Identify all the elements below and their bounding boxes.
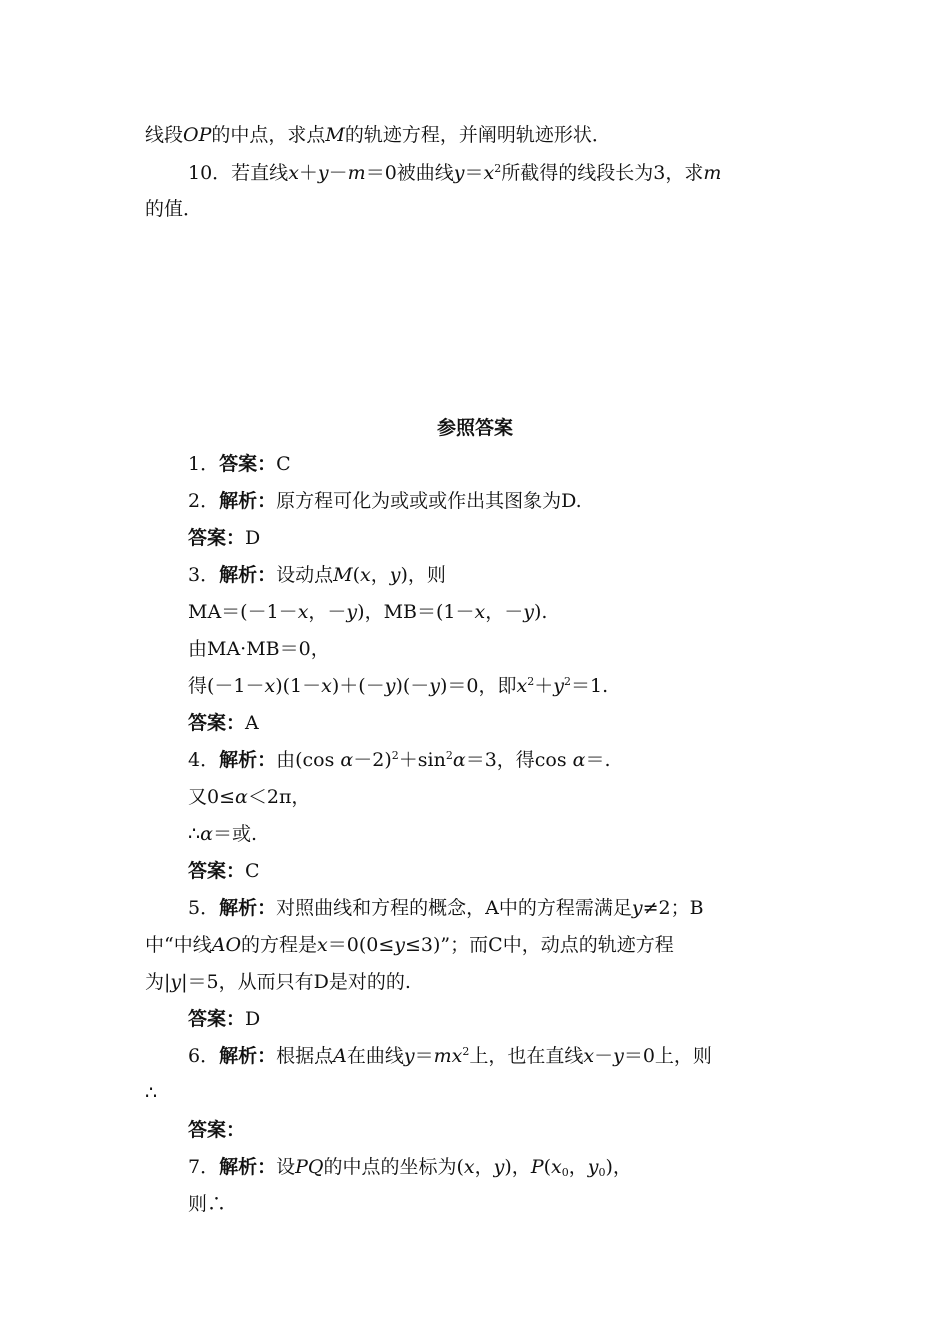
answers-title: 参照答案 <box>436 417 513 439</box>
analysis-3-line-4: 得(－1－x)(1－x)＋(－y)(－y)＝0，即$x^2+y^2=1$. <box>188 675 609 697</box>
analysis-2: 2．解析：原方程可化为或或或作出其图象为D. <box>188 490 582 512</box>
answer-6 <box>188 1115 245 1145</box>
answer-label: 答案： <box>188 860 246 882</box>
analysis-7: 7．解析：设PQ的中点的坐标为(x，y)，$P(x_0$，$y_0$)， <box>188 1156 632 1179</box>
analysis-4-line-3: ∴α＝或. <box>188 823 257 845</box>
analysis-3-line-2: MA＝(－1－x，－y)，MB＝(1－x，－y). <box>188 601 548 623</box>
answer-label: 答案： <box>188 1119 246 1141</box>
analysis-5: 5．解析：对照曲线和方程的概念，A中的方程需满足y≠2；B <box>188 897 704 919</box>
question-10-line-1: 10．若直线x＋y－m＝0被曲线$y=x^2$所截得的线段长为3，求m <box>188 162 722 184</box>
q9-text: 线段OP的中点，求点M的轨迹方程，并阐明轨迹形状． <box>145 124 611 146</box>
analysis-label: 解析： <box>219 1156 277 1178</box>
answer-label: 答案： <box>219 453 277 475</box>
answer-label: 答案： <box>188 527 246 549</box>
analysis-label: 解析： <box>219 564 277 586</box>
analysis-label: 解析： <box>219 897 277 919</box>
analysis-6: 6．解析：根据点A在曲线$y=mx^2$上，也在直线x－y＝0上，则 <box>188 1045 712 1067</box>
answer-2: 答案：D <box>188 527 261 549</box>
answer-1: 1．答案：C <box>188 453 291 475</box>
analysis-3: 3．解析：设动点M(x，y)，则 <box>188 564 446 586</box>
answer-3: 答案：A <box>188 712 259 734</box>
analysis-6-line-2: ∴ <box>145 1082 158 1104</box>
answer-4: 答案：C <box>188 860 260 882</box>
analysis-5-line-3: 为|y|＝5，从而只有D是对的的. <box>145 971 411 993</box>
answer-5: 答案：D <box>188 1008 261 1030</box>
answer-label: 答案： <box>188 1008 246 1030</box>
analysis-label: 解析： <box>219 749 277 771</box>
analysis-4-line-2: 又0≤α＜2π， <box>188 786 311 808</box>
analysis-4: 4．解析：由(cos $\alpha-2)^2+\sin^2\alpha=3$，得cos α＝. <box>188 749 611 771</box>
answer-label: 答案： <box>188 712 246 734</box>
analysis-5-line-2: 中“中线AO的方程是x＝0(0≤y≤3)”；而C中，动点的轨迹方程 <box>145 934 674 956</box>
analysis-label: 解析： <box>219 490 277 512</box>
question-9-tail <box>145 120 611 150</box>
analysis-label: 解析： <box>219 1045 277 1067</box>
analysis-3-line-3: 由MA·MB＝0， <box>188 638 330 660</box>
question-10-line-2: 的值． <box>145 198 203 220</box>
analysis-7-line-2: 则∴ <box>188 1193 227 1215</box>
